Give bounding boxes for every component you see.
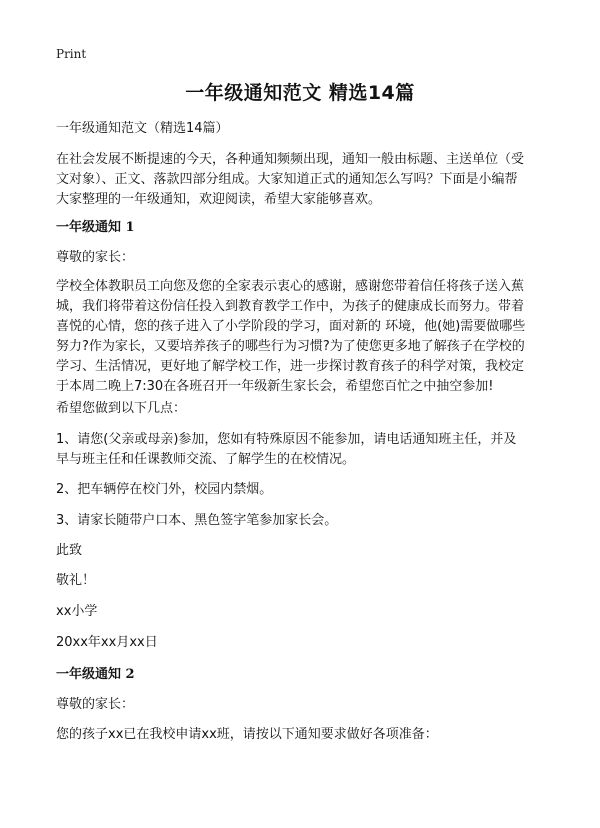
intro-line: 文对象）、正文、落款四部分组成。大家知道正式的通知怎么写吗？下面是小编帮 [56,172,518,187]
section1-item2: 2、把车辆停在校门外，校园内禁烟。 [56,482,273,497]
section1-date: 20xx年xx月xx日 [56,635,158,650]
print-button[interactable]: Print [56,47,87,61]
section1-item1 [56,430,544,470]
body-line: 于本周二晚上7:30在各班召开一年级新生家长会，希望您百忙之中抽空参加! [56,379,494,394]
section1-signature: xx小学 [56,604,98,619]
document-title: 一年级通知范文 精选14篇 [185,82,415,104]
intro-paragraph [56,150,544,210]
body-line: 喜悦的心情，您的孩子进入了小学阶段的学习，面对新的 环境，他(她)需要做哪些 [56,319,526,334]
section1-body [56,277,544,397]
section1-hope: 希望您做到以下几点： [56,401,187,416]
body-line: 努力?作为家长，又要培养孩子的哪些行为习惯?为了使您更多地了解孩子在学校的 [56,339,525,354]
item-line: 1、请您(父亲或母亲)参加，您如有特殊原因不能参加，请电话通知班主任，并及 [56,432,517,447]
section1-heading: 一年级通知 1 [56,220,135,235]
intro-line: 大家整理的一年级通知，欢迎阅读，希望大家能够喜欢。 [56,192,382,207]
body-line: 城，我们将带着这份信任投入到教育教学工作中，为孩子的健康成长而努力。带着 [56,299,525,314]
section2-body: 您的孩子xx已在我校申请xx班，请按以下通知要求做好各项准备： [56,727,438,742]
section1-salutation: 尊敬的家长： [56,250,135,265]
body-line: 学习、生活情况，更好地了解学校工作，进一步探讨教育孩子的科学对策，我校定 [56,359,525,374]
intro-line: 在社会发展不断提速的今天，各种通知频频出现，通知一般由标题、主送单位（受 [56,152,525,167]
section2-heading: 一年级通知 2 [56,667,135,682]
document-subtitle: 一年级通知范文（精选14篇） [56,121,229,136]
section2-salutation: 尊敬的家长： [56,697,135,712]
section1-closing-2: 敬礼！ [56,573,96,588]
body-line: 学校全体教职员工向您及您的全家表示衷心的感谢，感谢您带着信任将孩子送入蕉 [56,279,525,294]
section1-closing-1: 此致 [56,543,83,558]
item-line: 早与班主任和任课教师交流、了解学生的在校情况。 [56,452,356,467]
section1-item3: 3、请家长随带户口本、黑色签字笔参加家长会。 [56,513,338,528]
